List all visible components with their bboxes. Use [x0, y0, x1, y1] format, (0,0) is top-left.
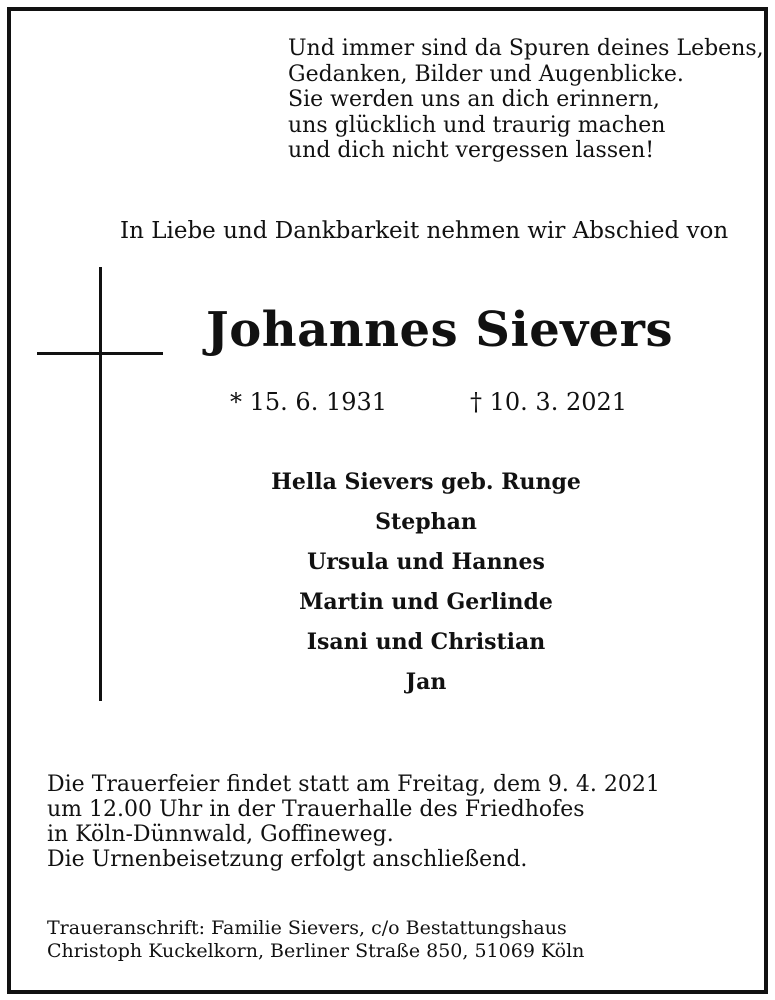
ceremony-line: in Köln-Dünnwald, Goffineweg. — [47, 822, 394, 847]
poem-line: Und immer sind da Spuren deines Lebens, — [288, 36, 764, 61]
death-date: † 10. 3. 2021 — [470, 388, 628, 416]
mourner-name: Ursula und Hannes — [307, 549, 545, 575]
mourning-address — [47, 917, 747, 963]
ceremony-line: Die Urnenbeisetzung erfolgt anschließend. — [47, 847, 528, 872]
poem-line: und dich nicht vergessen lassen! — [288, 138, 655, 163]
mourner-name: Jan — [405, 669, 447, 695]
address-line: Traueranschrift: Familie Sievers, c/o Bestattungshaus — [47, 917, 567, 939]
birth-date: * 15. 6. 1931 — [230, 388, 388, 416]
memorial-poem — [288, 36, 764, 164]
poem-line: uns glücklich und traurig machen — [288, 112, 666, 138]
ceremony-info — [47, 772, 747, 872]
mourner-name: Stephan — [375, 509, 477, 535]
mourner-name: Hella Sievers geb. Runge — [271, 469, 581, 495]
mourners-list — [206, 462, 646, 702]
ceremony-line: Die Trauerfeier findet statt am Freitag, dem 9. 4. 2021 — [47, 772, 660, 797]
cross-icon — [99, 267, 102, 701]
poem-line: Sie werden uns an dich erinnern, — [288, 87, 660, 112]
deceased-name: Johannes Sievers — [206, 302, 673, 358]
ceremony-line: um 12.00 Uhr in der Trauerhalle des Friedhofes — [47, 797, 585, 822]
poem-line: Gedanken, Bilder und Augenblicke. — [288, 61, 684, 87]
mourner-name: Isani und Christian — [306, 629, 546, 655]
farewell-line: In Liebe und Dankbarkeit nehmen wir Abschied von — [120, 218, 729, 244]
address-line: Christoph Kuckelkorn, Berliner Straße 850, 51069 Köln — [47, 940, 585, 962]
mourner-name: Martin und Gerlinde — [299, 589, 553, 615]
cross-icon-bar — [37, 352, 163, 355]
